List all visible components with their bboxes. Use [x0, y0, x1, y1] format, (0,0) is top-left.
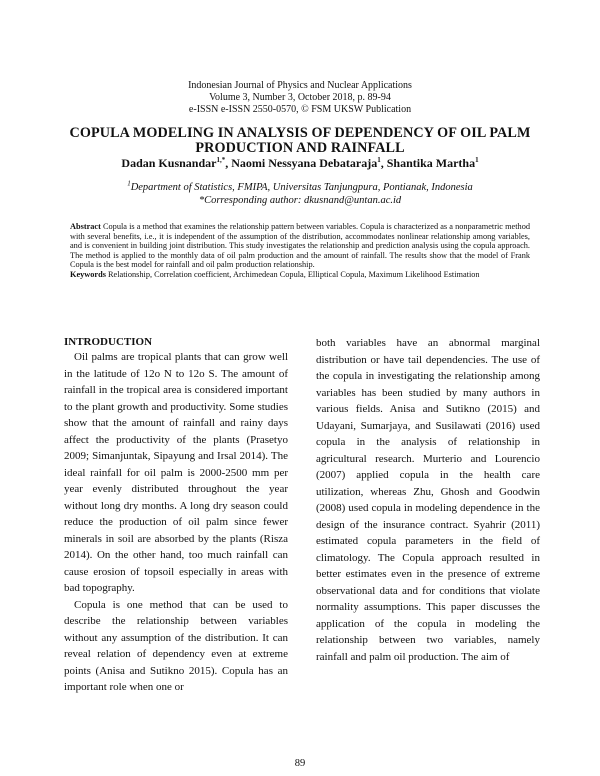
- journal-header: [0, 80, 600, 116]
- abstract-label: Abstract: [70, 222, 101, 231]
- journal-issn: e-ISSN e-ISSN 2550-0570, © FSM UKSW Publication: [188, 104, 412, 115]
- author-3: , Shantika Martha: [380, 156, 476, 170]
- intro-paragraph-3: both variables have an abnormal marginal distribution or have tail dependencies. The use of the copula in investigating the relationship among variables has been studied by many authors in various fields. Anisa and Sutikno (2015) and Udayani, Sumarjaya, and Susilawati (2016) used copula in the analysis of relationship in agricultural research. Murterio and Lourencio (2007) applied copula in the health care utilization, whereas Zhu, Ghosh and Goodwin (2008) used copula in modeling dependence in the design of the insurance contract. Syahrir (2011) estimated copula parameters in the field of climatology. The Copula approach resulted in better estimates even in the presence of extreme observational data and for conditions that violate normality assumptions. This paper discusses the application of the copula in modeling the relationship between two variables, namely rainfall and palm oil production. The aim of: [316, 337, 540, 663]
- author-3-affil: 1: [475, 156, 479, 164]
- abstract-text: Copula is a method that examines the relationship pattern between variables. Copula is characterized as a nonparametric method with several benefits, i.e., it is independent of the assumption of the distribution, accommodates nonlinear relationship among variables, and is convenient in building joint distribution. This study investigates the relationship and prediction analysis using the copula approach. The method is applied to the monthly data of oil palm production and the amount of rainfall. The results show that the model of Frank Copula is the best model for rainfall and oil palm production relationship.: [70, 222, 530, 270]
- right-column: [316, 335, 540, 665]
- corresponding-author: *Corresponding author: dkusnand@untan.ac.id: [198, 194, 402, 206]
- keywords-text: Relationship, Correlation coefficient, Archimedean Copula, Elliptical Copula, Maximum Likelihood Estimation: [105, 270, 480, 279]
- affiliation: [40, 179, 560, 207]
- author-1-affil: 1,*: [216, 156, 226, 164]
- abstract: [70, 222, 530, 270]
- paper-title: [40, 126, 560, 156]
- left-column: [64, 335, 288, 696]
- keywords-label: Keywords: [70, 270, 106, 279]
- keywords: [70, 270, 530, 280]
- intro-paragraph-2: Copula is one method that can be used to describe the relationship between variables without any assumption of the distribution. It can reveal relation of dependency even at extreme points (Anisa and Sutikno 2015). Copula has an important role when one or: [64, 598, 288, 693]
- section-heading-introduction: INTRODUCTION: [64, 336, 153, 348]
- title-line-2: PRODUCTION AND RAINFALL: [195, 140, 405, 156]
- department-text: Department of Statistics, FMIPA, Universitas Tanjungpura, Pontianak, Indonesia: [130, 182, 473, 193]
- journal-volume: Volume 3, Number 3, October 2018, p. 89-94: [209, 92, 391, 103]
- department: [40, 179, 560, 195]
- title-line-1: COPULA MODELING IN ANALYSIS OF DEPENDENCY OF OIL PALM: [69, 125, 531, 141]
- journal-name: Indonesian Journal of Physics and Nuclear Applications: [188, 80, 412, 91]
- author-2-affil: 1: [377, 156, 381, 164]
- author-1: Dadan Kusnandar: [121, 156, 217, 170]
- page-number: 89: [294, 758, 306, 769]
- affil-marker: 1: [127, 179, 131, 188]
- author-2: , Naomi Nessyana Debataraja: [225, 156, 378, 170]
- author-list: [40, 156, 560, 170]
- intro-paragraph-1: Oil palms are tropical plants that can grow well in the latitude of 12o N to 12o S. The amount of rainfall in the tropical area is considered important to the plant growth and productivity. Some studies show that the amount of rainfall and rainy days affect the productivity of the plants (Prasetyo 2009; Simanjuntak, Sipayung and Irsal 2014). The ideal rainfall for oil palm is 2000-2500 mm per year evenly distributed throughout the year without long dry months. A long dry season could reduce the production of oil palm since fewer minerals in soil are absorbed by the plants (Risza 2014). On the other hand, too much rainfall can cause erosion of topsoil especially in areas with bad topography.: [64, 351, 288, 594]
